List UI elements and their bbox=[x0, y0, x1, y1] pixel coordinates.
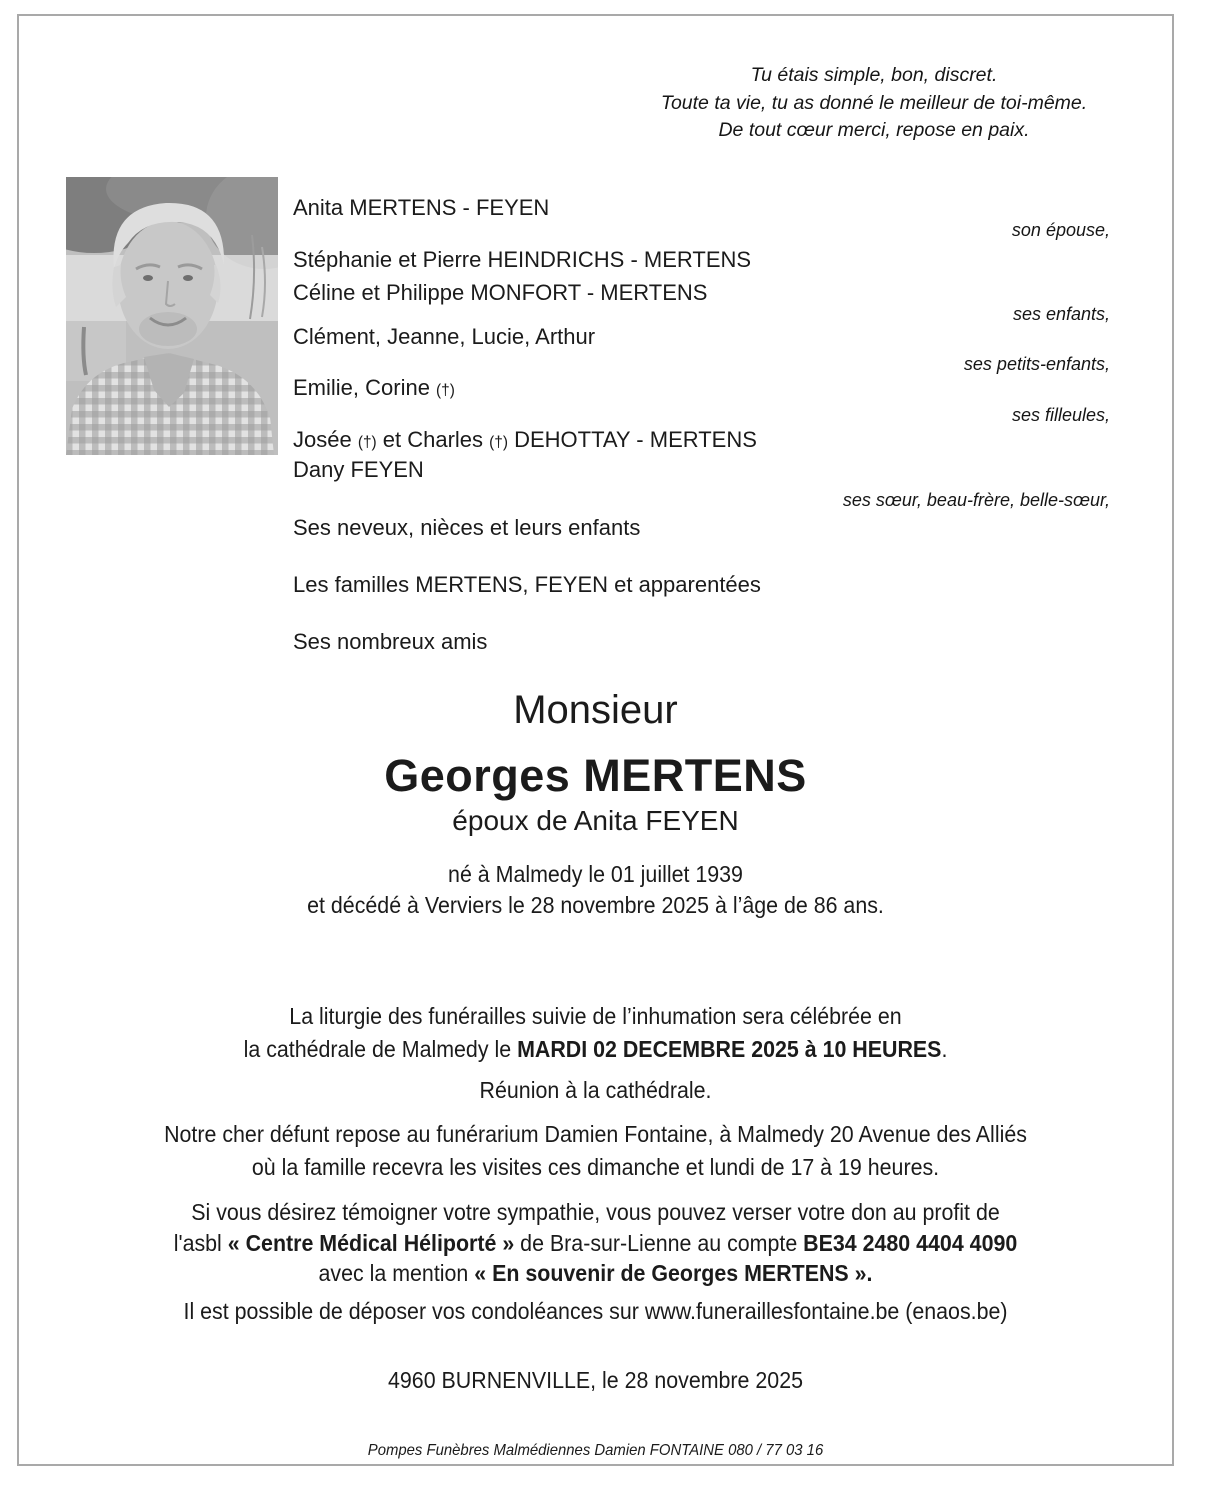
ceremony-line-prefix: la cathédrale de Malmedy le bbox=[243, 1036, 518, 1062]
funeral-home-footer: Pompes Funèbres Malmédiennes Damien FONTAINE 080 / 77 03 16 bbox=[367, 1442, 824, 1459]
family-name-line: Dany FEYEN bbox=[293, 457, 424, 482]
visits-line: où la famille recevra les visites ces dimanche et lundi de 17 à 19 heures. bbox=[251, 1154, 940, 1180]
relation-label: ses enfants, bbox=[1012, 304, 1110, 324]
family-name-line: Anita MERTENS - FEYEN bbox=[293, 195, 550, 220]
family-name-line: Céline et Philippe MONFORT - MERTENS bbox=[293, 280, 708, 305]
deceased-dagger-mark: (†) bbox=[436, 382, 455, 399]
epigraph-line: Tu étais simple, bon, discret. bbox=[750, 64, 998, 86]
deceased-dagger-mark: (†) bbox=[357, 434, 377, 451]
epigraph-line: Toute ta vie, tu as donné le meilleur de toi-même. bbox=[660, 91, 1088, 114]
ceremony-line bbox=[59, 1036, 1131, 1063]
deceased-dagger-mark: (†) bbox=[489, 434, 508, 451]
family-name-line: Les familles MERTENS, FEYEN et apparentées bbox=[293, 572, 761, 597]
family-list bbox=[293, 176, 1110, 676]
birth-line: né à Malmedy le 01 juillet 1939 bbox=[448, 861, 743, 887]
donation-mid: de Bra-sur-Lienne au compte bbox=[514, 1230, 804, 1256]
donation-prefix: l'asbl bbox=[173, 1230, 228, 1256]
relation-label: son épouse, bbox=[1011, 220, 1110, 240]
death-line: et décédé à Verviers le 28 novembre 2025 à l’âge de 86 ans. bbox=[307, 892, 884, 918]
family-name-line: Ses nombreux amis bbox=[293, 629, 488, 654]
family-name-line: Josée (†) et Charles (†) DEHOTTAY - MERTENS bbox=[293, 427, 757, 452]
dateline: 4960 BURNENVILLE, le 28 novembre 2025 bbox=[388, 1367, 803, 1393]
mention-text: « En souvenir de Georges MERTENS ». bbox=[474, 1260, 873, 1286]
deceased-name: Georges MERTENS bbox=[384, 750, 807, 801]
donation-charity: « Centre Médical Héliporté » bbox=[227, 1230, 515, 1256]
epigraph bbox=[634, 62, 1114, 145]
donation-line: Si vous désirez témoigner votre sympathie, vous pouvez verser votre don au profit de bbox=[191, 1199, 1000, 1225]
spouse-line: époux de Anita FEYEN bbox=[452, 805, 739, 836]
donation-account-number: BE34 2480 4404 4090 bbox=[803, 1230, 1018, 1256]
condolences-line: Il est possible de déposer vos condoléances sur www.funeraillesfontaine.be (enaos.be) bbox=[183, 1298, 1008, 1324]
civility-title: Monsieur bbox=[513, 688, 678, 732]
relation-label: ses sœur, beau-frère, belle-sœur, bbox=[842, 490, 1110, 510]
donation-line bbox=[59, 1230, 1131, 1257]
relation-label: ses petits-enfants, bbox=[963, 354, 1110, 374]
ceremony-datetime: MARDI 02 DECEMBRE 2025 à 10 HEURES bbox=[517, 1036, 942, 1062]
mention-prefix: avec la mention bbox=[318, 1260, 475, 1286]
donation-line bbox=[59, 1260, 1131, 1287]
epigraph-line: De tout cœur merci, repose en paix. bbox=[718, 119, 1030, 141]
family-name-line: Emilie, Corine (†) bbox=[293, 375, 455, 400]
portrait-photo bbox=[66, 177, 278, 455]
family-name-line: Stéphanie et Pierre HEINDRICHS - MERTENS bbox=[293, 247, 752, 272]
ceremony-line-suffix: . bbox=[941, 1036, 948, 1062]
family-name-line: Clément, Jeanne, Lucie, Arthur bbox=[293, 324, 596, 349]
memorial-card bbox=[17, 14, 1174, 1466]
reunion-line: Réunion à la cathédrale. bbox=[479, 1077, 712, 1103]
relation-label: ses filleules, bbox=[1011, 405, 1110, 425]
ceremony-line: La liturgie des funérailles suivie de l’inhumation sera célébrée en bbox=[289, 1003, 902, 1029]
repose-line: Notre cher défunt repose au funérarium Damien Fontaine, à Malmedy 20 Avenue des Alliés bbox=[164, 1121, 1027, 1147]
family-name-line: Ses neveux, nièces et leurs enfants bbox=[293, 515, 641, 540]
